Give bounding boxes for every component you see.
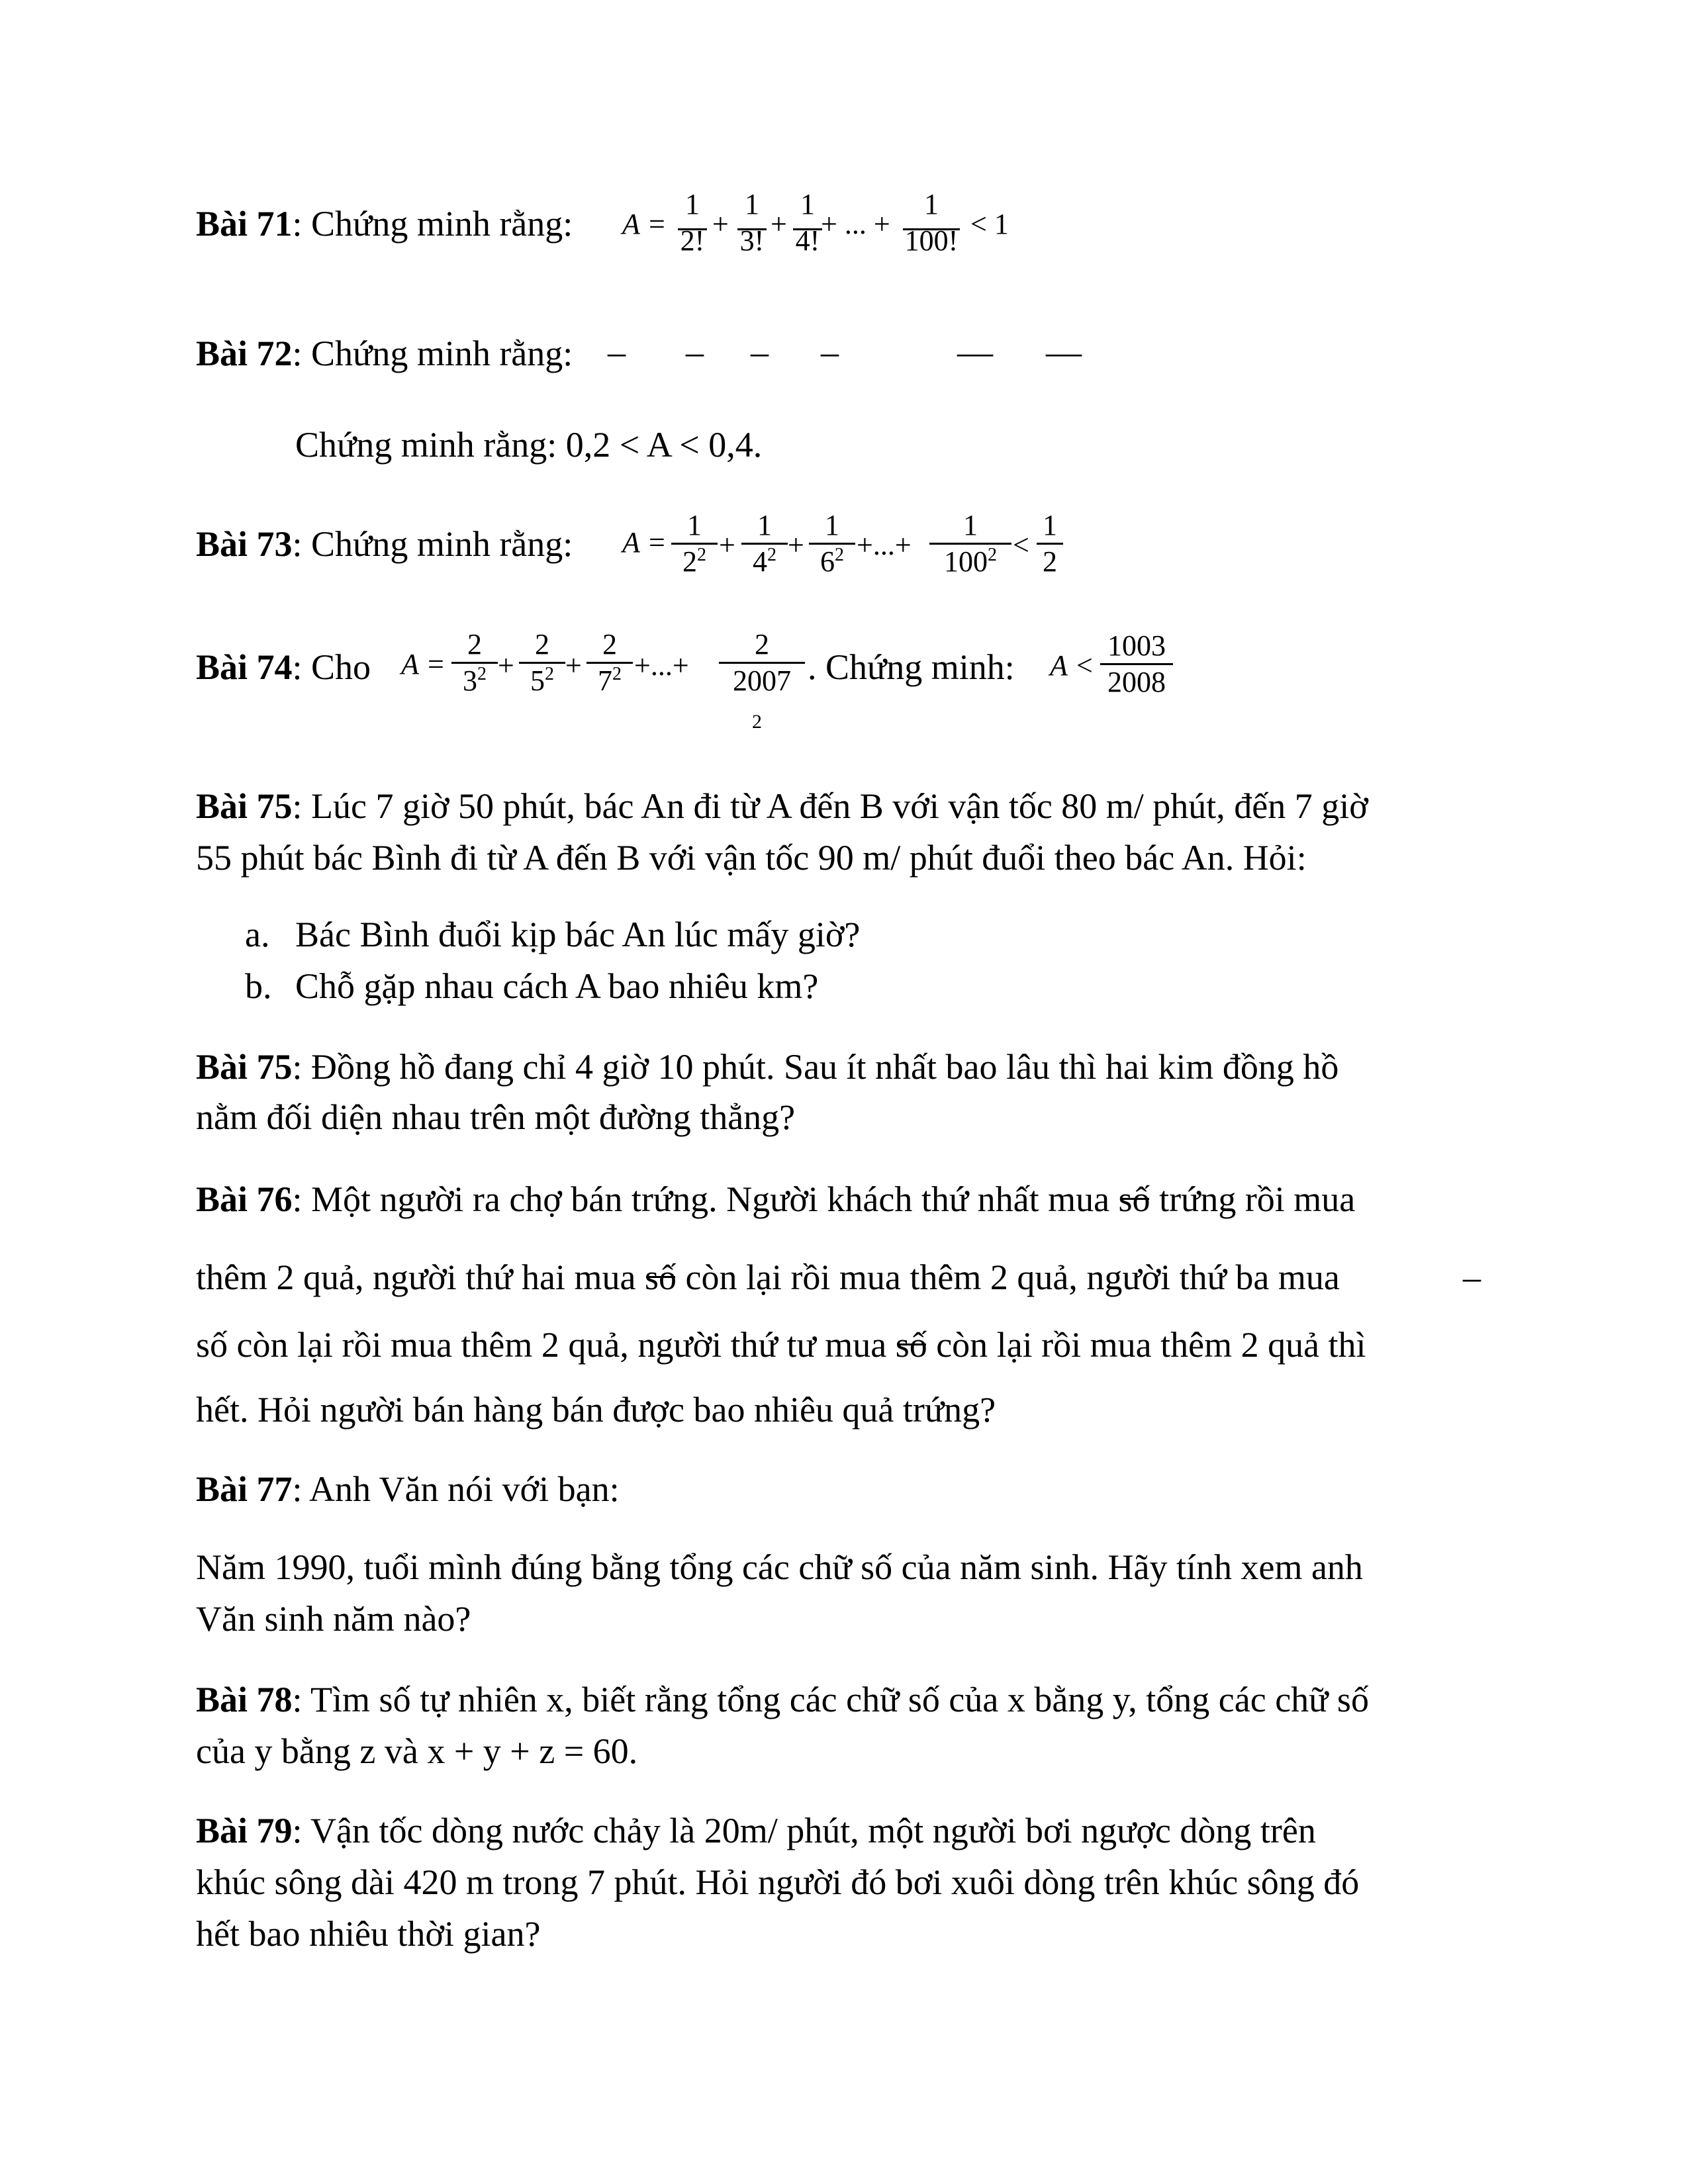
problem-74-claim: . Chứng minh: <box>808 647 1015 687</box>
problem-label: Bài 79 <box>196 1811 293 1850</box>
missing-fraction-mark: — <box>957 332 993 372</box>
numerator: 2 <box>602 628 617 660</box>
problem-label: Bài 75 <box>196 786 293 826</box>
problem-76 <box>196 1178 1355 1220</box>
numerator: 2 <box>467 628 482 660</box>
fraction <box>671 510 718 578</box>
missing-fraction-mark: – <box>608 332 626 372</box>
problem-77 <box>196 1468 620 1510</box>
fraction-bar <box>793 228 822 230</box>
math-less-than: < <box>1076 649 1093 682</box>
math-plus: + <box>565 649 582 682</box>
math-inequality: < 1 <box>970 208 1009 240</box>
denominator: 100 <box>944 545 988 578</box>
missing-fraction-mark: – <box>751 332 769 372</box>
missing-fraction-mark: – <box>1463 1257 1481 1297</box>
numerator: 1 <box>687 509 702 541</box>
exponent: 2 <box>612 664 622 684</box>
math-variable: A <box>1050 649 1068 682</box>
problem-text: : Một người ra chợ bán trứng. Người khách thứ nhất mua <box>292 1179 1119 1219</box>
exponent: 2 <box>767 545 776 565</box>
problem-label: Bài 75 <box>196 1047 293 1087</box>
math-plus: + <box>788 529 804 561</box>
denominator: 4! <box>795 224 820 257</box>
denominator: 2008 <box>1107 666 1166 698</box>
math-less-than: < <box>1013 529 1029 561</box>
problem-label: Bài 77 <box>196 1469 293 1509</box>
problem-79 <box>196 1809 1316 1852</box>
fraction-bar <box>737 228 767 230</box>
problem-71 <box>196 203 573 245</box>
problem-text: : Lúc 7 giờ 50 phút, bác An đi từ A đến B với vận tốc 80 m/ phút, đến 7 giờ <box>292 786 1368 826</box>
fraction <box>735 189 769 257</box>
list-item <box>245 913 269 956</box>
math-plus: + <box>712 208 729 240</box>
list-item-text: Chỗ gặp nhau cách A bao nhiêu km? <box>295 966 819 1006</box>
fraction <box>586 629 633 697</box>
problem-text: : Chứng minh rằng: <box>292 334 573 373</box>
list-item-text: Bác Bình đuổi kịp bác An lúc mấy giờ? <box>295 915 861 954</box>
struck-word: số <box>644 1257 677 1297</box>
fraction <box>929 510 1011 578</box>
problem-72 <box>196 332 573 375</box>
problem-label: Bài 72 <box>196 334 293 373</box>
exponent: 2 <box>835 545 844 565</box>
problem-78 <box>196 1678 1369 1721</box>
fraction <box>719 629 805 697</box>
list-marker: b. <box>245 966 272 1006</box>
problem-text-line: nằm đối diện nhau trên một đường thẳng? <box>196 1097 796 1137</box>
denominator: 3! <box>739 224 765 257</box>
list-item <box>245 965 272 1007</box>
numerator: 2 <box>535 628 549 660</box>
numerator: 1 <box>1043 509 1057 541</box>
problem-label: Bài 76 <box>196 1179 293 1219</box>
problem-text: : Cho <box>292 647 371 687</box>
numerator: 1 <box>745 188 759 220</box>
problem-label: Bài 73 <box>196 524 293 564</box>
denominator: 2 <box>682 545 697 578</box>
problem-75-a <box>196 785 1368 827</box>
problem-label: Bài 74 <box>196 647 293 687</box>
numerator: 2 <box>755 628 769 660</box>
math-variable: A <box>622 526 640 559</box>
fraction-bar <box>903 228 960 230</box>
problem-label: Bài 71 <box>196 204 293 244</box>
list-marker: a. <box>245 915 270 954</box>
problem-text-line: của y bằng z và x + y + z = 60. <box>196 1731 638 1771</box>
denominator: 100! <box>904 224 959 257</box>
exponent: 2 <box>477 664 487 684</box>
fraction <box>790 189 825 257</box>
problem-72-claim: Chứng minh rằng: 0,2 < A < 0,4. <box>295 425 763 465</box>
numerator: 1 <box>924 188 939 220</box>
problem-text-line: 55 phút bác Bình đi từ A đến B với vận tốc 90 m/ phút đuổi theo bác An. Hỏi: <box>196 838 1307 878</box>
fraction <box>675 189 710 257</box>
exponent: 2 <box>697 545 706 565</box>
problem-text-line <box>196 1256 1340 1298</box>
problem-text: : Đồng hồ đang chỉ 4 giờ 10 phút. Sau ít nhất bao lâu thì hai kim đồng hồ <box>292 1047 1339 1087</box>
missing-fraction-mark: – <box>686 332 704 372</box>
problem-text-line: Năm 1990, tuổi mình đúng bằng tổng các chữ số của năm sinh. Hãy tính xem anh <box>196 1547 1363 1587</box>
denominator: 2! <box>680 224 705 257</box>
struck-word: số <box>895 1325 927 1365</box>
problem-text: : Chứng minh rằng: <box>292 524 573 564</box>
fraction <box>809 510 855 578</box>
math-ellipsis: +...+ <box>634 649 689 682</box>
fraction <box>1100 630 1173 698</box>
numerator: 1 <box>825 509 839 541</box>
denominator: 4 <box>753 545 767 578</box>
missing-fraction-mark: — <box>1046 332 1082 372</box>
problem-text: thêm 2 quả, người thứ hai mua <box>196 1257 645 1297</box>
numerator: 1 <box>800 188 815 220</box>
problem-73 <box>196 523 573 565</box>
problem-text: : Anh Văn nói với bạn: <box>292 1469 620 1509</box>
math-equals: = <box>428 648 444 680</box>
problem-text-line: hết bao nhiêu thời gian? <box>196 1914 541 1954</box>
problem-74 <box>196 646 371 688</box>
numerator: 1 <box>685 188 700 220</box>
exponent: 2 <box>988 545 997 565</box>
problem-text: : Vận tốc dòng nước chảy là 20m/ phút, một người bơi ngược dòng trên <box>292 1811 1316 1850</box>
problem-text-line: hết. Hỏi người bán hàng bán được bao nhiêu quả trứng? <box>196 1390 996 1430</box>
problem-text-line: khúc sông dài 420 m trong 7 phút. Hỏi người đó bơi xuôi dòng trên khúc sông đó <box>196 1862 1360 1902</box>
exponent: 2 <box>545 664 554 684</box>
missing-fraction-mark: – <box>821 332 839 372</box>
denominator: 3 <box>463 664 477 697</box>
problem-text: còn lại rồi mua thêm 2 quả, người thứ ba mua <box>677 1257 1340 1297</box>
problem-75-b <box>196 1046 1338 1088</box>
problem-label: Bài 78 <box>196 1680 293 1719</box>
exponent: 2 <box>752 711 762 733</box>
fraction <box>900 189 962 257</box>
math-plus: + <box>719 529 735 561</box>
math-variable: A <box>401 648 419 680</box>
math-equals: = <box>649 208 665 240</box>
math-ellipsis: +...+ <box>857 529 912 561</box>
struck-word: số <box>1118 1179 1150 1219</box>
fraction <box>519 629 565 697</box>
denominator: 6 <box>820 545 835 578</box>
problem-text: số còn lại rồi mua thêm 2 quả, người thứ tư mua <box>196 1325 896 1365</box>
denominator: 2007 <box>733 664 791 697</box>
problem-text-line: Văn sinh năm nào? <box>196 1599 471 1639</box>
denominator: 2 <box>1043 545 1057 578</box>
numerator: 1 <box>963 509 978 541</box>
math-ellipsis: + ... + <box>821 208 890 240</box>
fraction <box>741 510 788 578</box>
problem-text-line <box>196 1324 1366 1366</box>
fraction <box>451 629 498 697</box>
denominator: 5 <box>530 664 545 697</box>
fraction-bar <box>678 228 707 230</box>
numerator: 1003 <box>1107 629 1166 662</box>
problem-text: trứng rồi mua <box>1150 1179 1356 1219</box>
fraction <box>1037 510 1063 578</box>
numerator: 1 <box>757 509 772 541</box>
problem-text: còn lại rồi mua thêm 2 quả thì <box>927 1325 1366 1365</box>
math-plus: + <box>498 649 514 682</box>
problem-text: : Chứng minh rằng: <box>292 204 573 244</box>
math-variable: A <box>622 208 640 240</box>
denominator: 7 <box>598 664 612 697</box>
problem-text: : Tìm số tự nhiên x, biết rằng tổng các chữ số của x bằng y, tổng các chữ số <box>292 1680 1369 1719</box>
math-equals: = <box>649 526 665 559</box>
math-plus: + <box>771 208 787 240</box>
